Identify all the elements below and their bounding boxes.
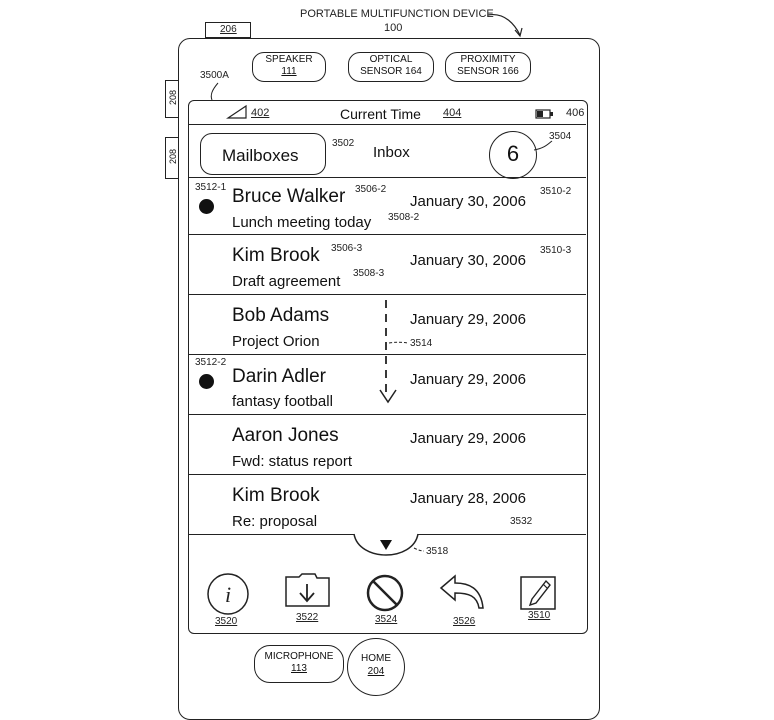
proximity-line2: SENSOR 166 bbox=[457, 66, 519, 77]
scroll-ref: 3518 bbox=[426, 546, 449, 557]
email-date: January 28, 2006 bbox=[410, 490, 526, 507]
svg-text:i: i bbox=[224, 582, 232, 607]
sender-name: Kim Brook bbox=[232, 485, 320, 506]
info-ref: 3520 bbox=[215, 616, 238, 627]
ref-206: 206 bbox=[220, 24, 237, 35]
date-ref: 3510-3 bbox=[540, 245, 572, 256]
microphone-label bbox=[254, 645, 344, 683]
device-ref: 100 bbox=[384, 22, 403, 34]
speaker-line2: 111 bbox=[281, 66, 297, 77]
email-date: January 30, 2006 bbox=[410, 193, 526, 210]
sender-name: Bob Adams bbox=[232, 305, 330, 326]
home-line2: 204 bbox=[367, 666, 385, 677]
email-date: January 29, 2006 bbox=[410, 430, 526, 447]
email-subject: Re: proposal bbox=[232, 513, 318, 530]
proximity-line1: PROXIMITY bbox=[460, 54, 516, 65]
speaker-line1: SPEAKER bbox=[265, 54, 313, 65]
reply-ref: 3526 bbox=[453, 616, 476, 627]
mailboxes-label: Mailboxes bbox=[222, 146, 299, 165]
optical-line2: SENSOR 164 bbox=[360, 66, 422, 77]
time-ref: 404 bbox=[443, 107, 462, 119]
compose-icon[interactable] bbox=[520, 575, 560, 611]
home-line1: HOME bbox=[361, 653, 391, 664]
sender-ref: 3506-3 bbox=[331, 243, 363, 254]
email-subject: Lunch meeting today bbox=[232, 214, 372, 231]
screen-ref-3500a: 3500A bbox=[200, 70, 229, 81]
move-ref: 3522 bbox=[296, 612, 319, 623]
row-ref: 3532 bbox=[510, 516, 533, 527]
email-subject: Fwd: status report bbox=[232, 453, 353, 470]
reply-icon[interactable] bbox=[439, 574, 485, 614]
sender-name: Bruce Walker bbox=[232, 186, 346, 207]
email-date: January 29, 2006 bbox=[410, 311, 526, 328]
ref-208-bottom: 208 bbox=[168, 148, 178, 164]
compose-ref: 3510 bbox=[528, 610, 551, 621]
email-subject: fantasy football bbox=[232, 393, 333, 410]
delete-icon[interactable] bbox=[366, 574, 406, 614]
subject-ref: 3508-3 bbox=[353, 268, 385, 279]
microphone-line2: 113 bbox=[291, 663, 307, 674]
subject-ref: 3508-2 bbox=[388, 212, 420, 223]
email-subject: Project Orion bbox=[232, 333, 320, 350]
dot-ref: 3512-2 bbox=[195, 357, 227, 368]
count-ref: 3504 bbox=[549, 131, 572, 142]
sender-name: Kim Brook bbox=[232, 245, 320, 266]
mailboxes-ref: 3502 bbox=[332, 138, 355, 149]
optical-line1: OPTICAL bbox=[369, 54, 413, 65]
gesture-ref: 3514 bbox=[410, 338, 433, 349]
sender-name: Aaron Jones bbox=[232, 425, 339, 446]
home-button[interactable] bbox=[347, 638, 405, 696]
battery-ref: 406 bbox=[566, 107, 585, 119]
unread-count: 6 bbox=[506, 141, 520, 166]
sender-ref: 3506-2 bbox=[355, 184, 387, 195]
info-icon[interactable] bbox=[207, 573, 251, 617]
email-date: January 29, 2006 bbox=[410, 371, 526, 388]
move-to-folder-icon[interactable] bbox=[285, 573, 331, 609]
date-ref: 3510-2 bbox=[540, 186, 572, 197]
microphone-line1: MICROPHONE bbox=[264, 651, 334, 662]
sender-name: Darin Adler bbox=[232, 366, 326, 387]
email-date: January 30, 2006 bbox=[410, 252, 526, 269]
signal-ref: 402 bbox=[251, 107, 270, 119]
ref-208-top: 208 bbox=[168, 89, 178, 105]
device-title: PORTABLE MULTIFUNCTION DEVICE bbox=[300, 8, 494, 20]
delete-ref: 3524 bbox=[375, 614, 398, 625]
dot-ref: 3512-1 bbox=[195, 182, 227, 193]
email-subject: Draft agreement bbox=[232, 273, 341, 290]
current-time: Current Time bbox=[340, 106, 421, 122]
inbox-title: Inbox bbox=[373, 144, 410, 161]
